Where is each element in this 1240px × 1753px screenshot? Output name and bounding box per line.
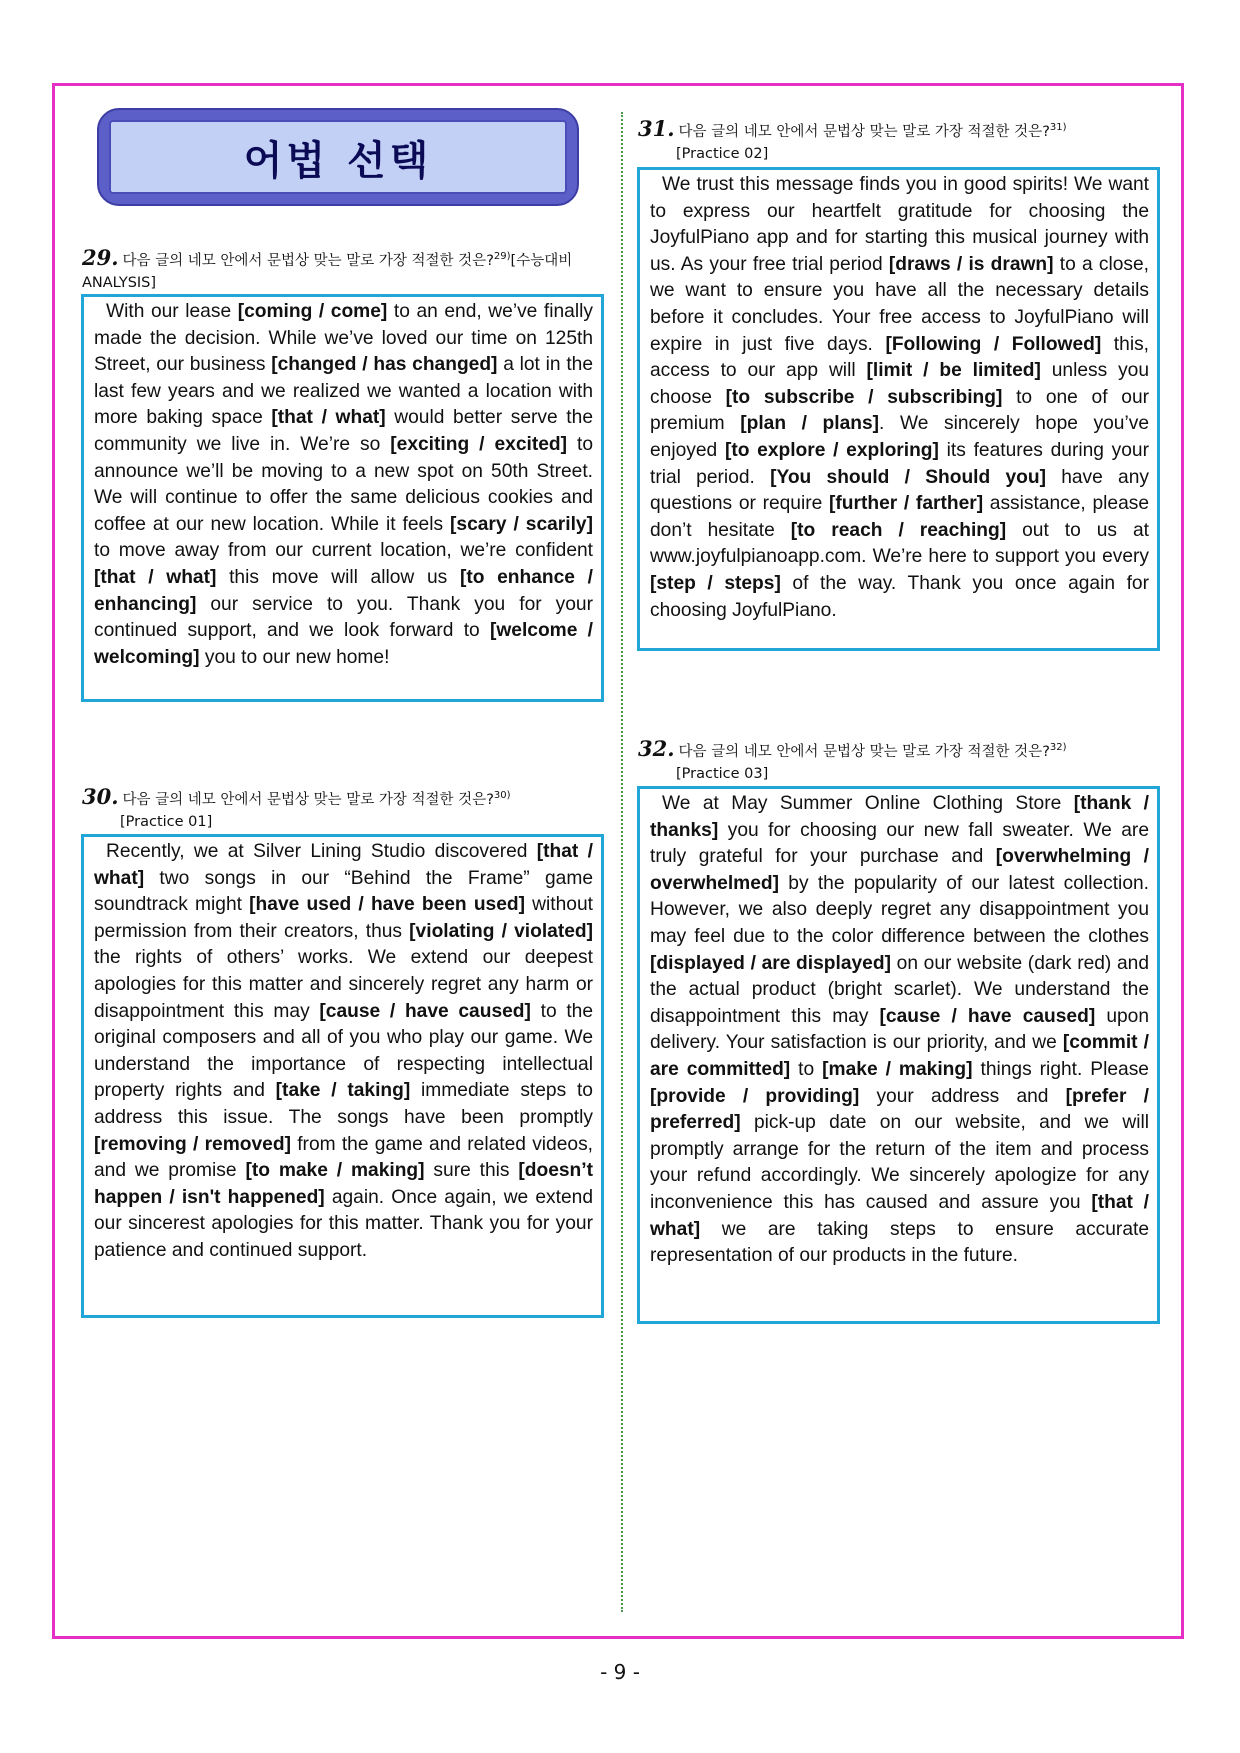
answer-choice: [step / steps] [650,572,781,594]
passage-box-29 [81,294,604,702]
answer-choice: [that / what] [650,1191,1149,1240]
passage-segment: again. Once again, we extend our sincerest apologies for this matter. Thank you for your patience and continued support. [94,1186,593,1261]
passage-segment: you for choosing our new fall sweater. We are truly grateful for your purchase and [650,819,1149,868]
passage-segment: . We sincerely hope you’ve enjoyed [650,413,1149,461]
answer-choice: [that / what] [94,566,217,588]
question-source: [Practice 03] [676,765,769,782]
question-prompt: 다음 글의 네모 안에서 문법상 맞는 말로 가장 적절한 것은? [678,123,1050,140]
passage-segment: With our lease [106,301,238,322]
question-number: 29. [82,244,119,270]
page-number: - 9 - [600,1660,640,1684]
question-header-29 [82,246,612,294]
answer-choice: [to make / making] [245,1160,425,1182]
passage-box-30 [81,834,604,1318]
section-title-panel [109,120,567,194]
question-number: 31. [638,115,675,141]
passage-segment: on our website (dark red) and the actual product (bright scarlet). We understand the disappointment this may [650,952,1149,1027]
answer-choice: [to enhance / enhancing] [94,566,593,615]
question-source: [수능대비 ANALYSIS] [82,252,573,291]
passage-segment: from the game and related videos, and we promise [94,1133,593,1182]
passage-segment: to one of our premium [650,386,1150,435]
answer-choice: [make / making] [822,1058,973,1080]
passage-segment: to [790,1058,823,1080]
passage-segment: your address and [859,1085,1066,1107]
footnote-ref: 30) [493,790,511,801]
passage-text [94,839,593,1265]
passage-segment: to move away from our current location, we’re confident [94,540,593,562]
passage-segment: out to us at www.joyfulpianoapp.com. We’re here to support you every [650,519,1149,568]
answer-choice: [have used / have been used] [249,894,525,916]
question-source: [Practice 02] [676,145,769,162]
answer-choice: [thank / thanks] [650,793,1149,841]
answer-choice: [changed / has changed] [271,354,498,376]
answer-choice: [overwhelming / overwhelmed] [650,846,1149,894]
answer-choice: [draws / is drawn] [888,253,1054,275]
answer-choice: [provide / providing] [650,1085,860,1107]
passage-segment: We trust this message finds you in good spirits! We want to express our heartfelt gratitude for choosing the JoyfulPiano app and for starting this musical journey with us. As your free trial period [650,174,1149,275]
section-title-banner [97,108,579,206]
passage-segment: sure this [424,1160,519,1182]
passage-segment: unless you choose [650,360,1149,408]
question-prompt: 다음 글의 네모 안에서 문법상 맞는 말로 가장 적절한 것은? [122,791,494,808]
passage-segment: immediate steps to address this issue. The songs have been promptly [94,1080,593,1128]
footnote-ref: 32) [1049,742,1067,753]
answer-choice: [cause / have caused] [319,1000,531,1022]
answer-choice: [scary / scarily] [450,513,593,535]
answer-choice: [removing / removed] [94,1133,291,1155]
answer-choice: [doesn’t happen / isn't happened] [94,1160,593,1208]
footnote-ref: 29) [493,251,511,262]
passage-segment: of the way. Thank you once again for choosing JoyfulPiano. [650,572,1149,621]
passage-segment: upon delivery. Your satisfaction is our priority, and we [650,1005,1150,1054]
passage-segment: this, access to our app will [650,333,1150,382]
answer-choice: [cause / have caused] [879,1005,1096,1027]
passage-segment: would better serve the community we live in. We’re so [94,407,593,455]
passage-text [94,299,593,671]
answer-choice: [violating / violated] [409,920,593,942]
passage-text [650,791,1149,1270]
passage-segment: assistance, please don’t hesitate [650,493,1149,541]
answer-choice: [welcome / welcoming] [94,620,593,668]
passage-segment: two songs in our “Behind the Frame” game soundtrack might [94,867,593,916]
passage-segment: a lot in the last few years and we realized we wanted a location with more baking space [94,354,593,429]
question-source: [Practice 01] [120,813,213,830]
question-number: 30. [82,783,119,809]
passage-segment: we are taking steps to ensure accurate representation of our products in the future. [650,1218,1149,1267]
answer-choice: [coming / come] [237,301,388,322]
answer-choice: [commit / are committed] [650,1032,1149,1080]
answer-choice: [Following / Followed] [885,333,1102,355]
answer-choice: [that / what] [271,407,386,429]
passage-segment: We at May Summer Online Clothing Store [662,793,1074,814]
passage-segment: to announce we’ll be moving to a new spot on 50th Street. We will continue to offer the same delicious cookies and coffee at our new location. While it feels [94,433,593,535]
passage-segment: Recently, we at Silver Lining Studio discovered [106,841,537,862]
question-prompt: 다음 글의 네모 안에서 문법상 맞는 말로 가장 적절한 것은? [678,743,1050,760]
answer-choice: [that / what] [94,841,593,889]
answer-choice: [prefer / preferred] [650,1085,1149,1134]
passage-segment: by the popularity of our latest collection. However, we also deeply regret any disappointment you may feel due to the color difference between the clothes [650,872,1149,947]
column-divider [621,112,623,1612]
passage-segment: without permission from their creators, thus [94,894,593,942]
passage-segment: to an end, we’ve finally made the decision. While we’ve loved our time on 125th Street, our business [94,301,593,376]
answer-choice: [to explore / exploring] [724,439,939,461]
passage-segment: you to our new home! [199,646,390,668]
question-number: 32. [638,735,675,761]
answer-choice: [to reach / reaching] [790,519,1007,541]
question-header-32 [638,737,1178,785]
passage-segment: its features during your trial period. [650,439,1149,488]
answer-choice: [plan / plans] [740,413,880,435]
question-header-31 [638,117,1178,165]
answer-choice: [limit / be limited] [866,360,1041,382]
page-title: 어법 선택 [243,137,433,184]
answer-choice: [take / taking] [275,1080,411,1102]
passage-segment: our service to you. Thank you for your continued support, and we look forward to [94,593,593,642]
passage-segment: to the original composers and all of you who play our game. We understand the importance of respecting intellectual property rights and [94,1000,594,1102]
passage-segment: this move will allow us [216,566,460,588]
passage-box-31 [637,167,1160,651]
passage-segment: things right. Please [972,1058,1149,1080]
answer-choice: [You should / Should you] [770,466,1046,488]
passage-segment: the rights of others’ works. We extend our deepest apologies for this matter and sincerely regret any harm or disappointment this may [94,947,593,1022]
passage-segment: have any questions or require [650,466,1149,515]
footnote-ref: 31) [1049,122,1067,133]
passage-text [650,172,1149,624]
question-header-30 [82,785,612,833]
answer-choice: [to subscribe / subscribing] [725,386,1003,408]
answer-choice: [exciting / excited] [390,433,567,455]
passage-segment: pick-up date on our website, and we will promptly arrange for the return of the item and process your refund accordingly. We sincerely apologize for any inconvenience this has caused and assure you [650,1112,1149,1213]
answer-choice: [further / farther] [829,493,984,515]
answer-choice: [displayed / are displayed] [650,952,891,974]
passage-box-32 [637,786,1160,1324]
question-prompt: 다음 글의 네모 안에서 문법상 맞는 말로 가장 적절한 것은? [122,252,494,269]
passage-segment: to a close, we want to ensure you have all the necessary details before it concludes. Your free access to JoyfulPiano will expire in just five days. [650,253,1149,355]
